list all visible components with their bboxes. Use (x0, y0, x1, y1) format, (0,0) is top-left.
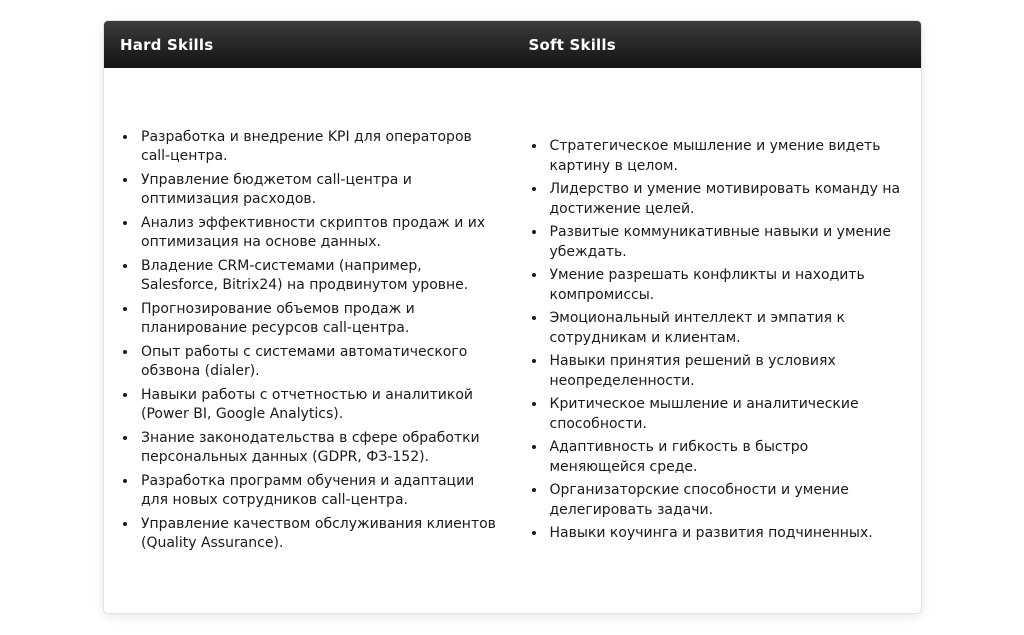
skill-list-item: • Управление бюджетом call-центра и оптимизация расходов. (138, 171, 497, 210)
skill-list-item: • Эмоциональный интеллект и эмпатия к сотрудникам и клиентам. (547, 309, 906, 348)
skill-list-item: • Развитые коммуникативные навыки и умение убеждать. (547, 223, 906, 262)
skill-list-item: • Прогнозирование объемов продаж и планирование ресурсов call-центра. (138, 300, 497, 339)
hard-skills-cell (104, 68, 513, 613)
skill-list-item: • Организаторские способности и умение делегировать задачи. (547, 481, 906, 520)
header-row (104, 21, 921, 68)
skill-list-item: • Лидерство и умение мотивировать команду на достижение целей. (547, 180, 906, 219)
soft-skills-cell (513, 68, 922, 613)
skill-list-item: • Навыки коучинга и развития подчиненных. (547, 524, 906, 544)
skill-list-item: • Знание законодательства в сфере обработки персональных данных (GDPR, ФЗ-152). (138, 429, 497, 468)
skill-list-item: • Навыки принятия решений в условиях неопределенности. (547, 352, 906, 391)
skill-list-item: • Опыт работы с системами автоматического обзвона (dialer). (138, 343, 497, 382)
skill-list-item: • Разработка и внедрение KPI для операторов call-центра. (138, 128, 497, 167)
skill-list-item: • Навыки работы с отчетностью и аналитикой (Power BI, Google Analytics). (138, 386, 497, 425)
skills-table (104, 21, 921, 613)
skill-list-item: • Разработка программ обучения и адаптации для новых сотрудников call-центра. (138, 472, 497, 511)
soft-skills-list (529, 137, 906, 544)
skill-list-item: • Владение CRM-системами (например, Salesforce, Bitrix24) на продвинутом уровне. (138, 257, 497, 296)
body-row (104, 68, 921, 613)
skill-list-item: • Умение разрешать конфликты и находить компромиссы. (547, 266, 906, 305)
hard-skills-list (120, 128, 497, 554)
soft-skills-header: Soft Skills (513, 21, 922, 68)
skill-list-item: • Анализ эффективности скриптов продаж и их оптимизация на основе данных. (138, 214, 497, 253)
skill-list-item: • Управление качеством обслуживания клиентов (Quality Assurance). (138, 515, 497, 554)
skill-list-item: • Критическое мышление и аналитические способности. (547, 395, 906, 434)
skill-list-item: • Адаптивность и гибкость в быстро меняющейся среде. (547, 438, 906, 477)
hard-skills-header: Hard Skills (104, 21, 513, 68)
skills-card (103, 20, 922, 614)
skill-list-item: • Стратегическое мышление и умение видеть картину в целом. (547, 137, 906, 176)
